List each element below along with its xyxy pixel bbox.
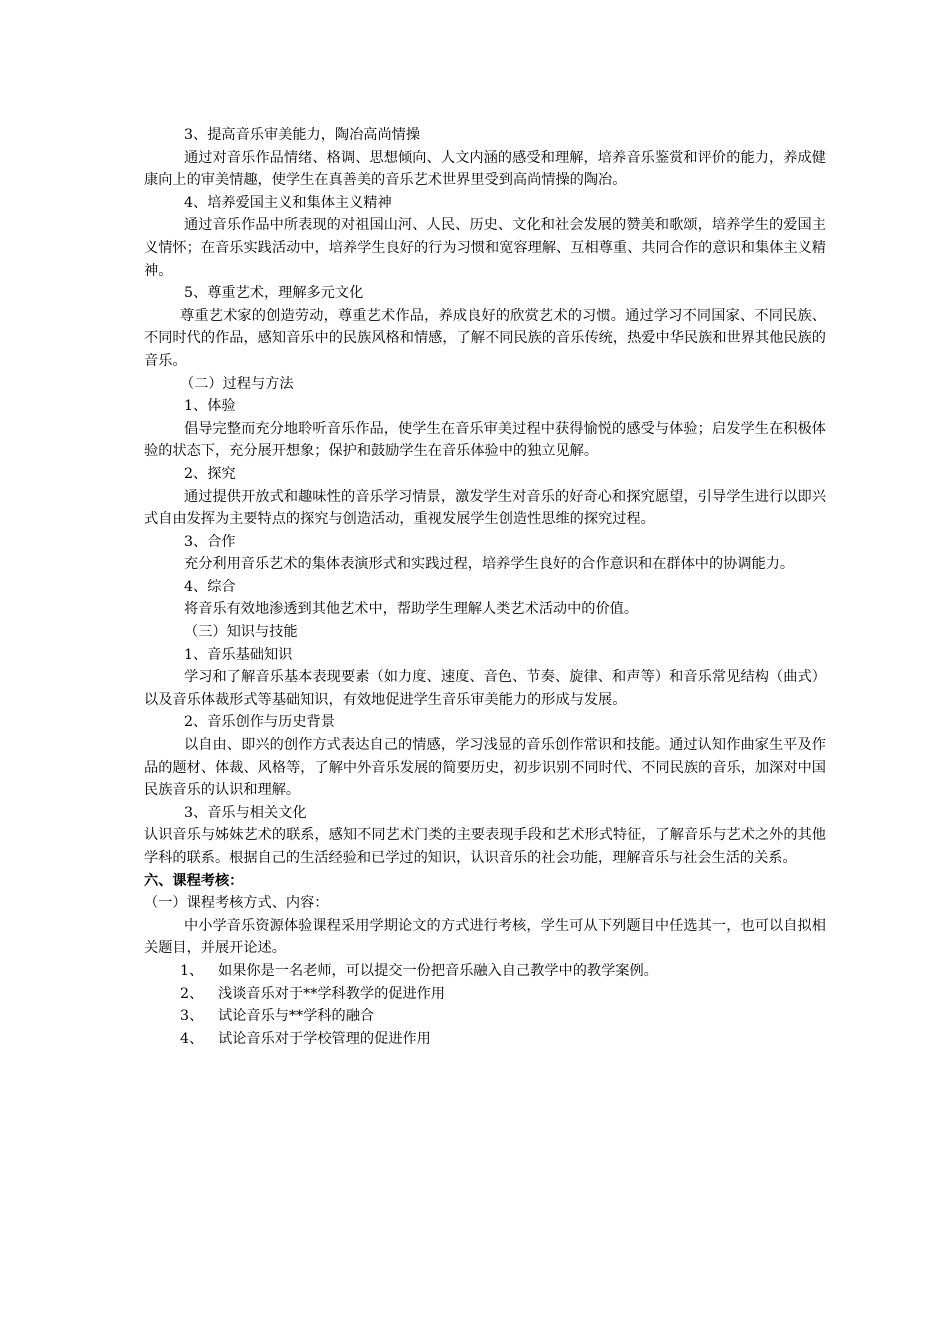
paragraph: 中小学音乐资源体验课程采用学期论文的方式进行考核，学生可从下列题目中任选其一，也可以自拟相关题目，并展开论述。 [144, 917, 826, 957]
list-item-text: 试论音乐对于学校管理的促进作用 [218, 1030, 431, 1047]
paragraph: （二）过程与方法 [180, 375, 294, 392]
list-item-text: 试论音乐与**学科的融合 [218, 1008, 375, 1025]
paragraph: 通过对音乐作品情绪、格调、思想倾向、人文内涵的感受和理解，培养音乐鉴赏和评价的能力，养成健康向上的审美情趣，使学生在真善美的音乐艺术世界里受到高尚情操的陶冶。 [144, 149, 826, 189]
paragraph: 尊重艺术家的创造劳动，尊重艺术作品，养成良好的欣赏艺术的习惯。通过学习不同国家、不同民族、不同时代的作品，感知音乐中的民族风格和情感，了解不同民族的音乐传统，热爱中华民族和世界其他民族的音乐。 [144, 307, 826, 369]
section-heading: 六、课程考核： [144, 872, 244, 889]
paragraph: 4、综合 [184, 578, 236, 595]
paragraph: 倡导完整而充分地聆听音乐作品，使学生在音乐审美过程中获得愉悦的感受与体验；启发学生在积极体验的状态下，充分展开想象；保护和鼓励学生在音乐体验中的独立见解。 [144, 420, 826, 460]
paragraph-list [144, 124, 826, 960]
paragraph: （三）知识与技能 [184, 624, 298, 641]
paragraph: 2、音乐创作与历史背景 [184, 714, 335, 731]
paragraph: 通过音乐作品中所表现的对祖国山河、人民、历史、文化和社会发展的赞美和歌颂，培养学生的爱国主义情怀；在音乐实践活动中，培养学生良好的行为习惯和宽容理解、互相尊重、共同合作的意识和集体主义精神。 [144, 217, 826, 279]
list-item-number: 2、 [180, 985, 204, 1002]
paragraph: 3、音乐与相关文化 [184, 804, 307, 821]
list-item [144, 983, 826, 1006]
list-item-number: 4、 [180, 1030, 204, 1047]
paragraph: 充分利用音乐艺术的集体表演形式和实践过程，培养学生良好的合作意识和在群体中的协调能力。 [184, 556, 795, 573]
list-item-number: 3、 [180, 1008, 204, 1025]
list-item-number: 1、 [180, 962, 204, 979]
paragraph: 1、音乐基础知识 [184, 646, 293, 663]
document-body [144, 124, 826, 1050]
paragraph: 以自由、即兴的创作方式表达自己的情感，学习浅显的音乐创作常识和技能。通过认知作曲家生平及作品的题材、体裁、风格等，了解中外音乐发展的简要历史，初步识别不同时代、不同民族的音乐，加深对中国民族音乐的认识和理解。 [144, 737, 826, 799]
list-item-text: 如果你是一名老师，可以提交一份把音乐融入自己教学中的教学案例。 [218, 962, 658, 979]
paragraph: 学习和了解音乐基本表现要素（如力度、速度、音色、节奏、旋律、和声等）和音乐常见结构（曲式）以及音乐体裁形式等基础知识，有效地促进学生音乐审美能力的形成与发展。 [144, 669, 826, 708]
paragraph: 5、尊重艺术，理解多元文化 [184, 285, 364, 302]
list-item [144, 1028, 826, 1051]
paragraph: 3、合作 [184, 533, 236, 550]
paragraph: 2、探究 [184, 465, 236, 482]
paragraph: 1、体验 [184, 398, 236, 415]
topic-list [144, 960, 826, 1050]
paragraph: 认识音乐与姊妹艺术的联系，感知不同艺术门类的主要表现手段和艺术形式特征，了解音乐与艺术之外的其他学科的联系。根据自己的生活经验和已学过的知识，认识音乐的社会功能，理解音乐与社会生活的关系。 [144, 827, 826, 866]
paragraph: 3、提高音乐审美能力，陶冶高尚情操 [184, 127, 421, 143]
paragraph: 4、培养爱国主义和集体主义精神 [184, 194, 392, 211]
paragraph: 将音乐有效地渗透到其他艺术中，帮助学生理解人类艺术活动中的价值。 [184, 601, 639, 618]
list-item-text: 浅谈音乐对于**学科教学的促进作用 [218, 985, 446, 1002]
paragraph: （一）课程考核方式、内容： [144, 895, 329, 912]
paragraph: 通过提供开放式和趣味性的音乐学习情景，激发学生对音乐的好奇心和探究愿望，引导学生进行以即兴式自由发挥为主要特点的探究与创造活动，重视发展学生创造性思维的探究过程。 [144, 488, 826, 528]
list-item [144, 960, 826, 983]
list-item [144, 1005, 826, 1028]
